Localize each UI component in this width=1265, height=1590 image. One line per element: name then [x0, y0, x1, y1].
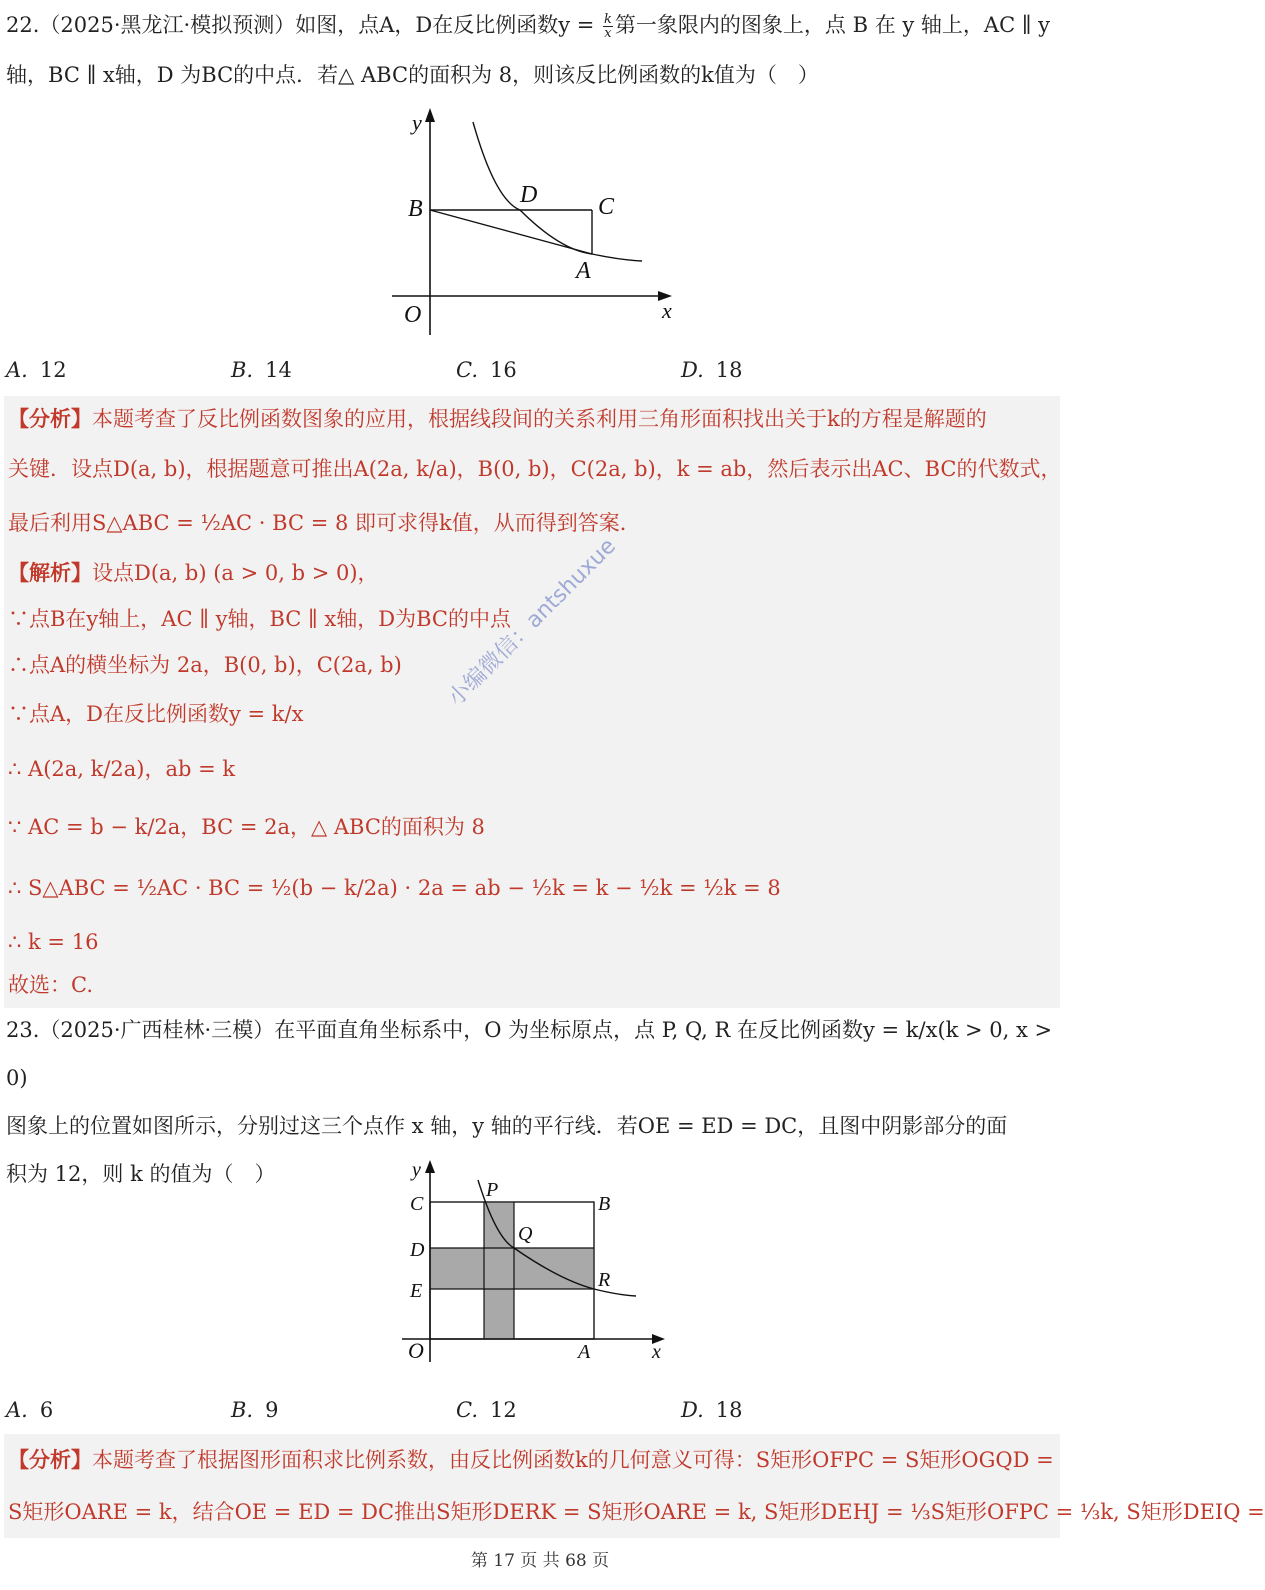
q22-label-x: x [662, 298, 672, 323]
q23-label-e: E [410, 1280, 423, 1302]
q23-shade-horizontal [430, 1248, 594, 1289]
q23-options [6, 1398, 926, 1422]
q23-label-y: y [412, 1159, 421, 1181]
q23-line2: 图象上的位置如图所示，分别过这三个点作 x 轴，y 轴的平行线．若OE = ED = DC，且图中阴影部分的面 [6, 1114, 1008, 1138]
q22-options [6, 358, 926, 382]
q22-label-o: O [404, 302, 422, 328]
q22-solution-line5: ∴ A(2a, k/2a)，ab = k [8, 757, 236, 781]
q22-figure [380, 100, 700, 350]
q22-analysis-line3: 最后利用S△ABC = ½AC · BC = 8 即可求得k值，从而得到答案． [8, 511, 641, 535]
q23-line3: 积为 12，则 k 的值为（ ） [6, 1162, 276, 1186]
q22-solution-line7: ∴ S△ABC = ½AC · BC = ½(b − k/2a) · 2a = ab − ½k = k − ½k = ½k = 8 [8, 876, 781, 900]
q22-option-a[interactable]: A. 12 [6, 358, 67, 382]
q23-label-b: B [598, 1193, 611, 1215]
q23-line1: 23.（2025·广西桂林·三模）在平面直角坐标系中，O 为坐标原点，点 P, Q, R 在反比例函数y = k/x(k > 0, x > 0) [6, 1018, 1053, 1090]
q23-label-x: x [652, 1341, 661, 1363]
q23-label-r: R [598, 1269, 611, 1291]
q23-analysis-line2: S矩形OARE = k，结合OE = ED = DC推出S矩形DERK = S矩形OARE = k, S矩形DEHJ = ⅓S矩形OFPC = ⅓k, S矩形DEIQ = [8, 1500, 1265, 1524]
q22-option-d[interactable]: D. 18 [681, 358, 743, 382]
q22-solution-line4: ∵点A，D在反比例函数y = k/x [8, 702, 304, 726]
q22-fraction: $\frac{k}{x}$ [604, 12, 612, 41]
q22-label-a: A [576, 258, 591, 284]
q22-option-b[interactable]: B. 14 [231, 358, 292, 382]
q23-label-c: C [410, 1193, 424, 1215]
q23-option-b[interactable]: B. 9 [231, 1398, 279, 1422]
q23-label-o: O [408, 1338, 424, 1363]
q23-label-a: A [578, 1341, 591, 1363]
q23-label-d: D [410, 1239, 425, 1261]
q23-figure [390, 1152, 690, 1372]
q23-analysis-line1: 【分析】本题考查了根据图形面积求比例系数，由反比例函数k的几何意义可得：S矩形OFPC = S矩形OGQD = [8, 1447, 1054, 1472]
q22-stem [6, 0, 1066, 100]
page-footer: 第 17 页 共 68 页 [470, 1551, 610, 1571]
q22-solution-line1: 【解析】设点D(a, b) (a > 0, b > 0)， [8, 560, 379, 585]
q22-line1: 22.（2025·黑龙江·模拟预测）如图，点A，D在反比例函数y = $\frac{k}{x}$ 第一象限内的图象上，点 B 在 y 轴上，AC ∥ y [6, 12, 1051, 41]
q22-solution-line8: ∴ k = 16 [8, 930, 99, 954]
q22-hyperbola [473, 122, 642, 261]
q22-y-arrow [425, 108, 435, 122]
q22-segment-ba [430, 210, 592, 254]
q23-option-c[interactable]: C. 12 [456, 1398, 517, 1422]
q22-solution-line2: ∵点B在y轴上，AC ∥ y轴，BC ∥ x轴，D为BC的中点 [8, 607, 511, 631]
watermark: 小编微信：antshuxue [443, 533, 621, 712]
q23-y-arrow [425, 1160, 435, 1173]
q22-line2: 轴，BC ∥ x轴，D 为BC的中点．若△ ABC的面积为 8，则该反比例函数的k值为（ ） [6, 63, 819, 87]
q22-solution-line9: 故选：C. [8, 973, 93, 997]
q22-label-y: y [412, 110, 422, 135]
q23-option-d[interactable]: D. 18 [681, 1398, 743, 1422]
q23-label-p: P [486, 1179, 499, 1201]
q22-answer-panel [4, 396, 1060, 1008]
q22-analysis-line1: 【分析】本题考查了反比例函数图象的应用，根据线段间的关系利用三角形面积找出关于k的方程是解题的 [8, 406, 987, 431]
q23-option-a[interactable]: A. 6 [6, 1398, 54, 1422]
q22-solution-line6: ∵ AC = b − k/2a，BC = 2a，△ ABC的面积为 8 [8, 815, 485, 839]
q22-label-b: B [408, 196, 423, 222]
q22-label-c: C [598, 194, 615, 220]
q22-option-c[interactable]: C. 16 [456, 358, 517, 382]
q22-label-d: D [520, 182, 538, 208]
q22-solution-line3: ∴点A的横坐标为 2a，B(0, b)，C(2a, b) [8, 653, 402, 677]
q23-answer-panel [4, 1434, 1265, 1538]
q22-analysis-line2: 关键．设点D(a, b)，根据题意可推出A(2a, k/a)，B(0, b)，C(2a, b)，k = ab，然后表示出AC、BC的代数式， [8, 457, 1062, 481]
q23-label-q: Q [518, 1223, 533, 1245]
